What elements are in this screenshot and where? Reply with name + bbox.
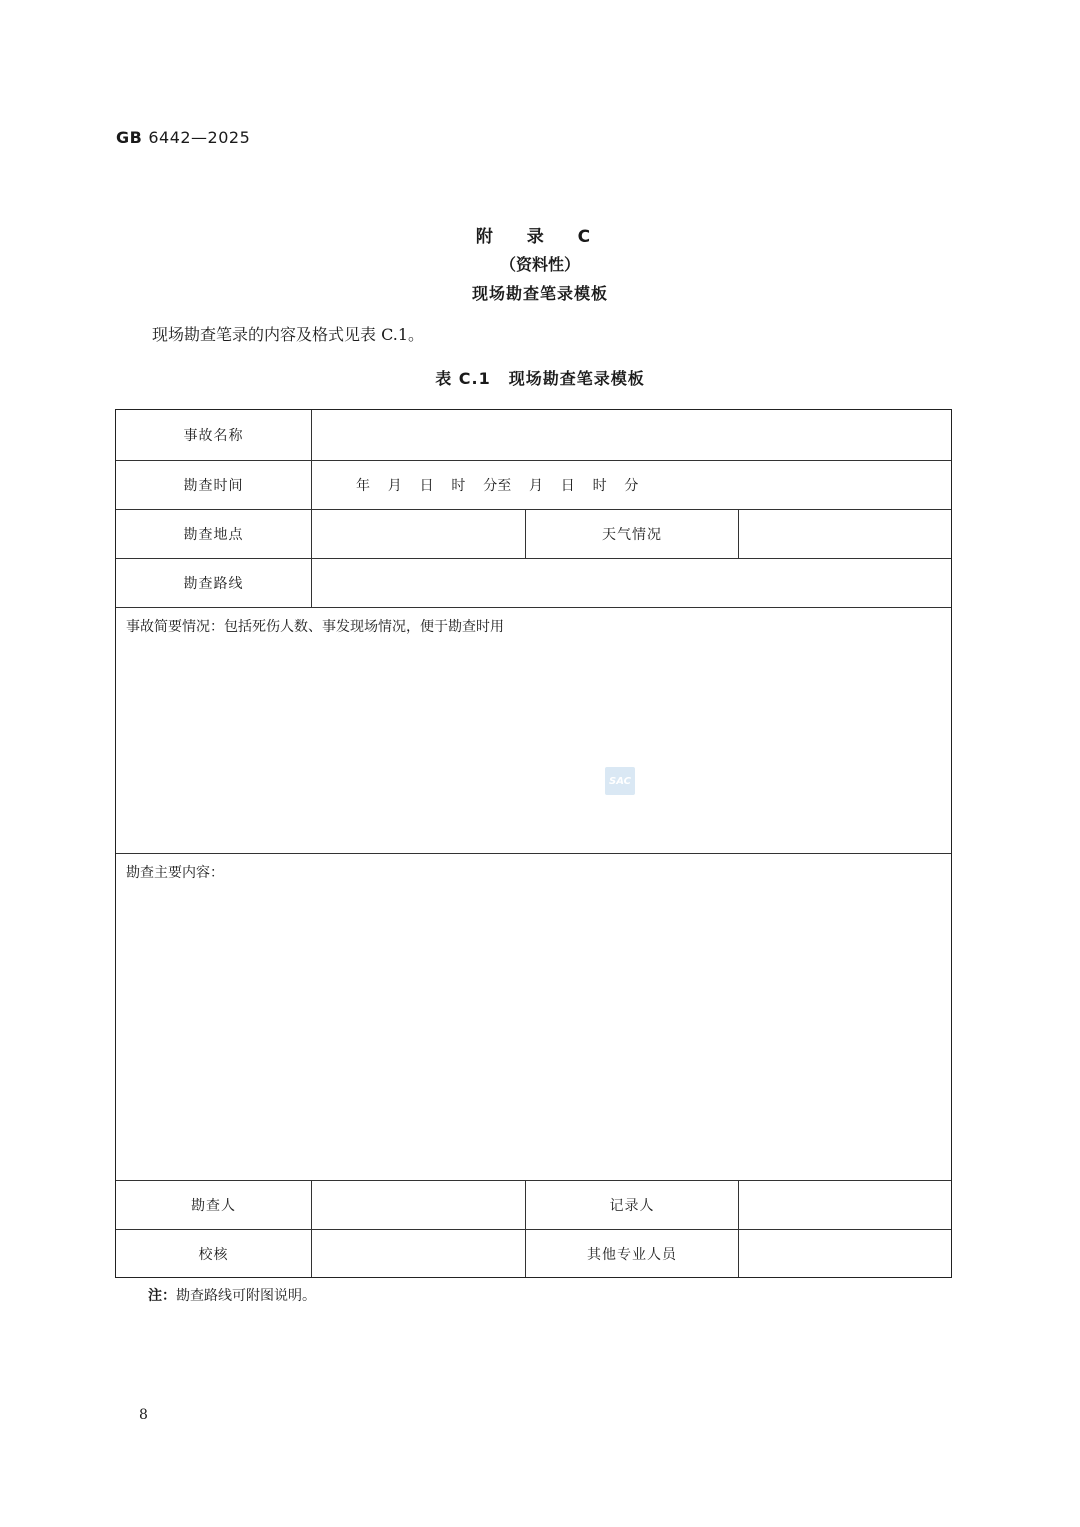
survey-route-label: 勘查路线 [183, 576, 244, 592]
weather-field[interactable] [738, 510, 951, 558]
form-row-surveyor-recorder [116, 1180, 951, 1229]
accident-name-label: 事故名称 [183, 428, 244, 444]
other-experts-field[interactable] [738, 1230, 951, 1277]
other-experts-label: 其他专业人员 [525, 1230, 738, 1277]
table-caption-number: 表 C.1 [435, 369, 491, 388]
form-row-survey-time [116, 460, 951, 509]
page-number: 8 [139, 1407, 148, 1423]
checker-field[interactable] [311, 1230, 525, 1277]
form-row-location-weather [116, 509, 951, 558]
surveyor-field[interactable] [311, 1181, 525, 1229]
survey-record-form [115, 409, 952, 1278]
form-row-survey-route [116, 558, 951, 607]
standard-code-number: 6442—2025 [148, 128, 251, 147]
accident-name-field[interactable] [311, 410, 951, 460]
table-caption-title: 现场勘查笔录模板 [508, 369, 645, 388]
table-note-text: 勘查路线可附图说明。 [176, 1288, 316, 1304]
standard-code [116, 128, 250, 147]
survey-content-label: 勘查主要内容： [126, 865, 224, 881]
appendix-name: 现场勘查笔录模板 [471, 284, 608, 303]
survey-location-field[interactable] [311, 510, 525, 558]
form-row-survey-content[interactable] [116, 853, 951, 1180]
table-note [148, 1285, 316, 1305]
form-row-accident-name [116, 410, 951, 460]
survey-route-field[interactable] [311, 559, 951, 607]
sac-watermark-logo: SAC [605, 767, 635, 795]
survey-time-label: 勘查时间 [183, 478, 244, 494]
appendix-nature: （资料性） [499, 255, 580, 274]
appendix-title: 附 录 C [475, 227, 605, 247]
table-note-prefix: 注： [148, 1288, 176, 1304]
recorder-label: 记录人 [525, 1181, 738, 1229]
survey-time-field[interactable]: 年 月 日 时 分至 月 日 时 分 [311, 461, 951, 509]
surveyor-label: 勘查人 [191, 1198, 236, 1214]
form-row-checker-experts [116, 1229, 951, 1277]
form-row-accident-summary[interactable] [116, 607, 951, 853]
standard-code-prefix: GB [116, 128, 143, 147]
intro-paragraph: 现场勘查笔录的内容及格式见表 C.1。 [152, 325, 425, 344]
recorder-field[interactable] [738, 1181, 951, 1229]
survey-location-label: 勘查地点 [183, 527, 244, 543]
table-caption [0, 366, 1080, 389]
checker-label: 校核 [198, 1246, 229, 1263]
accident-summary-label: 事故简要情况：包括死伤人数、事发现场情况，便于勘查时用 [126, 619, 504, 635]
weather-label: 天气情况 [525, 510, 738, 558]
